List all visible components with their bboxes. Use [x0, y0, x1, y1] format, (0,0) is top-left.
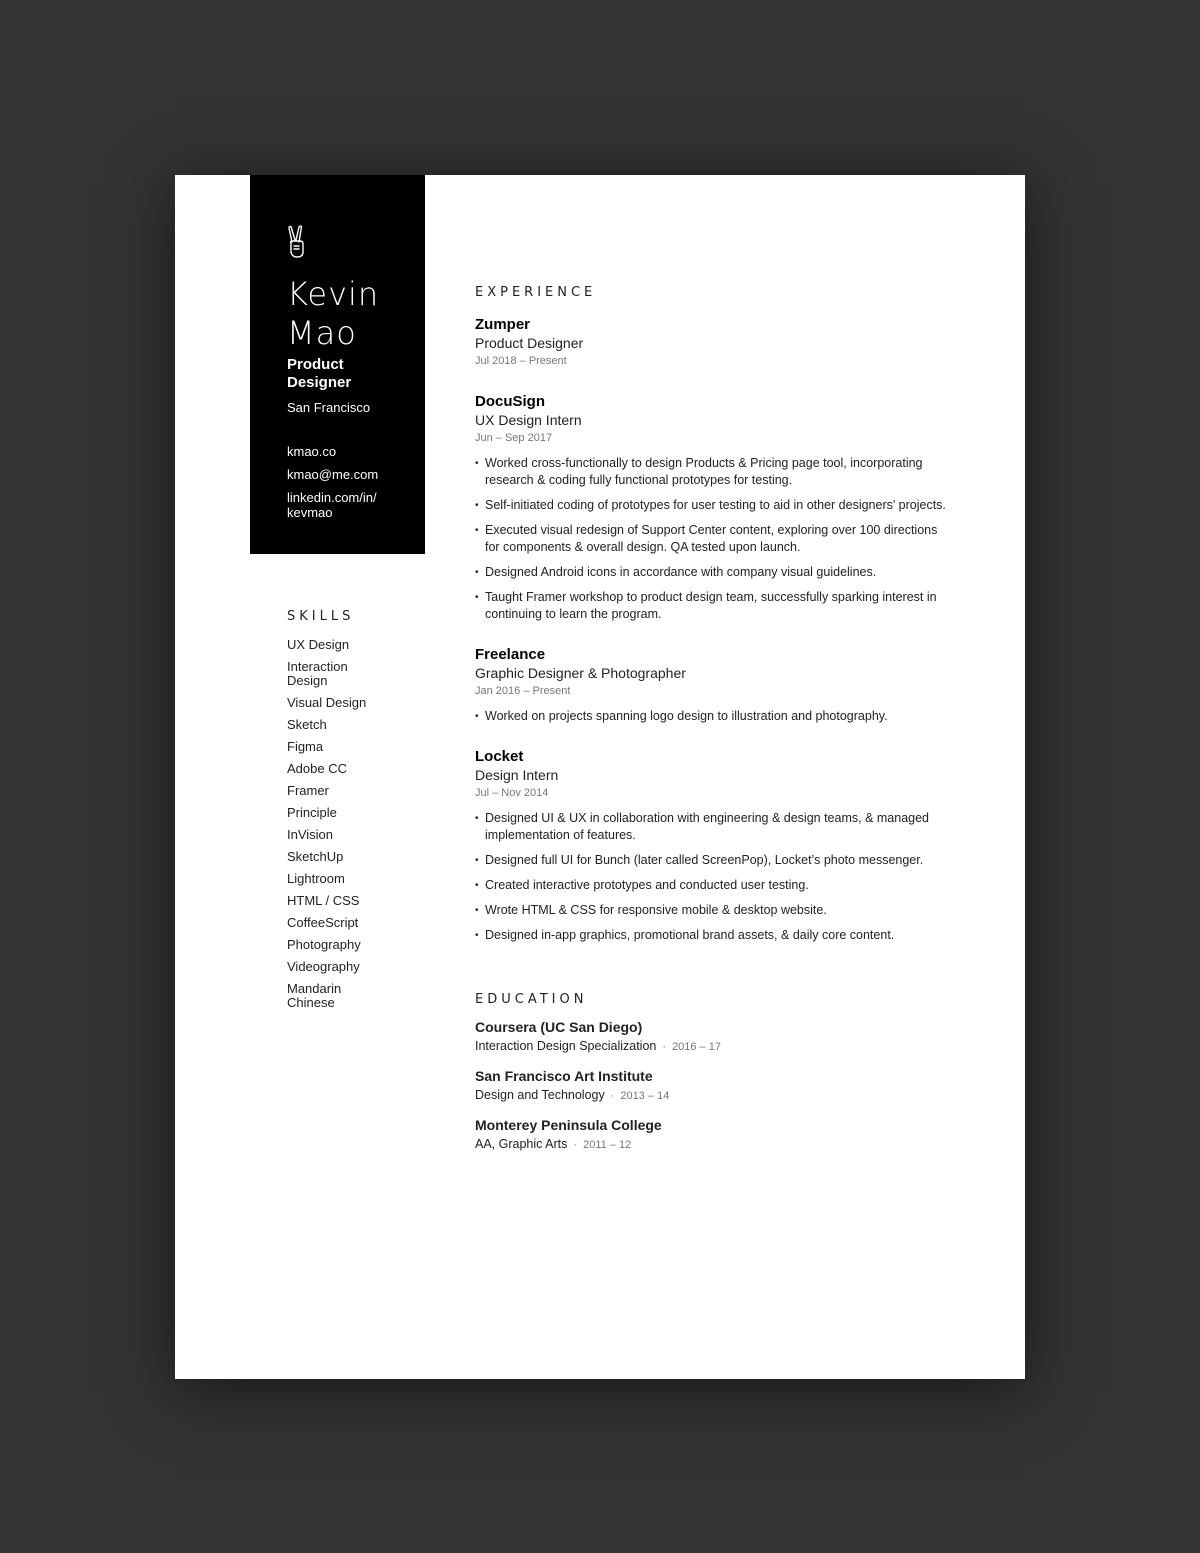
job-bullets [475, 708, 955, 725]
degree-line [475, 1086, 955, 1106]
email-link[interactable]: kmao@me.com [287, 467, 379, 482]
company-name: Locket [475, 748, 524, 765]
location: San Francisco [287, 400, 371, 415]
job-title: Product Designer [475, 335, 584, 351]
skill-item: Adobe CC [287, 761, 347, 776]
job-entry [475, 747, 955, 944]
separator: · [610, 1090, 615, 1102]
experience-heading: EXPERIENCE [475, 285, 597, 300]
skill-item: Framer [287, 783, 329, 798]
degree-name: Interaction Design Specialization [475, 1039, 657, 1053]
skill-item: Mandarin Chinese [287, 981, 342, 1010]
skills-list [287, 638, 397, 1010]
school-name: Coursera (UC San Diego) [475, 1019, 643, 1035]
skill-item: HTML / CSS [287, 893, 360, 908]
skill-item: SketchUp [287, 849, 344, 864]
website-link[interactable]: kmao.co [287, 444, 337, 459]
profile-card [250, 175, 425, 554]
job-entry [475, 315, 955, 370]
job-title: Graphic Designer & Photographer [475, 665, 686, 681]
company-name: DocuSign [475, 393, 545, 410]
job-entry [475, 392, 955, 623]
degree-line [475, 1135, 955, 1155]
bullet-item: • Designed Android icons in accordance with company visual guidelines. [475, 564, 955, 581]
skill-item: Videography [287, 959, 360, 974]
skill-item: Principle [287, 805, 337, 820]
degree-years: 2016 – 17 [672, 1041, 721, 1053]
bullet-item: • Self-initiated coding of prototypes for user testing to aid in other designers’ projects. [475, 497, 955, 514]
job-dates: Jul – Nov 2014 [475, 787, 549, 799]
job-role: Product Designer [287, 356, 352, 391]
linkedin-link[interactable]: linkedin.com/in/ kevmao [287, 490, 377, 520]
degree-name: Design and Technology [475, 1088, 605, 1102]
skill-item: Interaction Design [287, 659, 348, 688]
job-dates: Jan 2016 – Present [475, 685, 571, 697]
skill-item: UX Design [287, 637, 350, 652]
degree-years: 2011 – 12 [583, 1139, 632, 1151]
job-dates: Jun – Sep 2017 [475, 432, 553, 444]
bullet-item: • Worked cross-functionally to design Products & Pricing page tool, incorporating research & coding fully functional prototypes for testing. [475, 455, 955, 489]
degree-name: AA, Graphic Arts [475, 1137, 568, 1151]
job-bullets [475, 455, 955, 623]
bullet-item: • Wrote HTML & CSS for responsive mobile & desktop website. [475, 902, 955, 919]
bullet-item: • Designed UI & UX in collaboration with engineering & design teams, & managed implementation of features. [475, 810, 955, 844]
skill-item: InVision [287, 827, 334, 842]
separator: · [662, 1041, 667, 1053]
full-name [287, 275, 379, 353]
first-name: Kevin [287, 275, 380, 313]
main-column [475, 285, 955, 1155]
bullet-item: • Executed visual redesign of Support Center content, exploring over 100 directions for components & overall design. QA tested upon launch. [475, 522, 955, 556]
degree-line [475, 1037, 955, 1057]
education-section [475, 992, 955, 1155]
peace-hand-icon [286, 225, 308, 259]
education-heading: EDUCATION [475, 992, 588, 1007]
skill-item: Figma [287, 739, 324, 754]
education-entry [475, 1067, 955, 1106]
skills-section [287, 609, 397, 1018]
skill-item: Photography [287, 937, 361, 952]
skill-item: Sketch [287, 717, 327, 732]
skill-item: Lightroom [287, 871, 345, 886]
job-dates: Jul 2018 – Present [475, 355, 567, 367]
separator: · [573, 1139, 578, 1151]
skill-item: Visual Design [287, 695, 367, 710]
resume-page [175, 175, 1025, 1379]
bullet-item: • Taught Framer workshop to product design team, successfully sparking interest in continuing to learn the program. [475, 589, 955, 623]
company-name: Zumper [475, 316, 531, 333]
bullet-item: • Designed full UI for Bunch (later called ScreenPop), Locket’s photo messenger. [475, 852, 955, 869]
job-title: Design Intern [475, 767, 559, 783]
education-entry [475, 1018, 955, 1057]
company-name: Freelance [475, 646, 546, 663]
degree-years: 2013 – 14 [620, 1090, 670, 1102]
last-name: Mao [287, 314, 357, 352]
job-title: UX Design Intern [475, 412, 582, 428]
school-name: San Francisco Art Institute [475, 1068, 653, 1084]
bullet-item: • Designed in-app graphics, promotional brand assets, & daily core content. [475, 927, 955, 944]
contact-info [287, 444, 412, 528]
bullet-item: • Worked on projects spanning logo design to illustration and photography. [475, 708, 955, 725]
skill-item: CoffeeScript [287, 915, 359, 930]
school-name: Monterey Peninsula College [475, 1117, 662, 1133]
job-bullets [475, 810, 955, 944]
bullet-item: • Created interactive prototypes and conducted user testing. [475, 877, 955, 894]
job-entry [475, 645, 955, 725]
education-entry [475, 1116, 955, 1155]
skills-heading: SKILLS [287, 609, 355, 624]
